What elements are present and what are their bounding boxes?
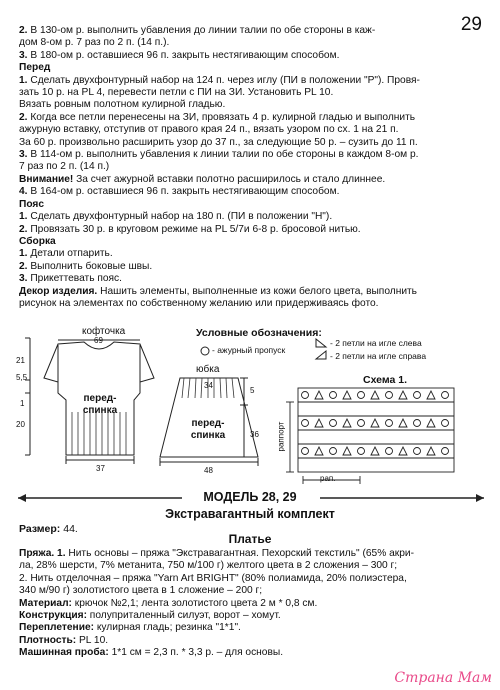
instruction-line: Вязать ровным полотном кулирной гладью. [19,99,226,111]
eyelet-mark [358,448,365,455]
eyelet-mark [358,420,365,427]
decrease-mark [399,447,407,455]
yarn-text [19,548,485,660]
eyelet-mark [386,420,393,427]
eyelet-mark [414,448,421,455]
instruction-line: 1. Детали отпарить. [19,248,113,260]
instruction-line: ажурную вставку, отступив от правого края 24 п., вязать узором по сх. 1 на 21 п. [19,124,399,136]
eyelet-mark [330,392,337,399]
eyelet-mark [330,448,337,455]
instruction-line: Сборка [19,235,56,247]
spec-line: 340 м/90 г) золотистого цвета в 1 сложение – 200 г; [19,585,263,597]
decrease-mark [315,447,323,455]
skirt-top-dim: 34 [204,381,213,390]
decrease-mark [427,391,435,399]
blouse-top-dim: 69 [94,336,103,345]
blouse-dim-55: 5,5 [16,373,28,382]
skirt-bottom-dim: 48 [204,466,213,475]
legend-eyelet: - ажурный пропуск [212,345,286,355]
eyelet-mark [442,392,449,399]
spec-line: Плотность: PL 10. [19,634,109,646]
blouse-bottom-dim: 37 [96,464,105,473]
blouse-ribbing [72,412,126,455]
decrease-mark [399,391,407,399]
spec-line: ла, 28% шерсти, 7% метанита, 750 м/100 г) желтого цвета в 2 сложения – 300 г; [19,560,398,572]
decrease-mark [343,419,351,427]
instruction-line: Внимание! За счет ажурной вставки полотно расширилось и стало длиннее. [19,173,386,185]
instruction-line: 2. Выполнить боковые швы. [19,260,153,272]
eyelet-symbol [201,347,209,355]
size-line: Размер: 44. [19,523,78,535]
scheme-1-symbols [302,391,449,455]
model-subtitle: Экстравагантный комплект [165,507,335,521]
decrease-mark [315,391,323,399]
blouse-part-label: перед-спинка [82,393,118,416]
scheme-title: Схема 1. [363,374,408,386]
legend-right-decrease: - 2 петли на игле справа [330,351,427,361]
legend-title: Условные обозначения: [196,327,322,339]
instruction-line: За 60 р. произвольно расширить узор до 37 п., за следующие 50 р. – сузить до 11 п. [19,136,418,148]
legend-left-decrease: - 2 петли на игле слева [330,338,422,348]
skirt-part-label: перед-спинка [190,418,226,441]
eyelet-mark [442,448,449,455]
rapport-vertical: раппорт [276,421,286,452]
decrease-mark [343,447,351,455]
eyelet-mark [442,420,449,427]
eyelet-mark [302,392,309,399]
watermark-logo: Страна Мам [394,670,492,686]
instruction-line: 1. Сделать двухфонтурный набор на 124 п. через иглу (ПИ в положении "Р"). Провя- [19,74,420,86]
blouse-dim-20: 20 [16,420,25,429]
decrease-mark [371,391,379,399]
eyelet-mark [302,420,309,427]
skirt-dim-36: 36 [250,430,259,439]
spec-line: Пряжа. 1. Нить основы – пряжа "Экстравагантная. Пехорский текстиль" (65% акри- [19,548,414,559]
instruction-line: Пояс [19,198,45,210]
eyelet-mark [330,420,337,427]
blouse-dim-1: 1 [20,399,25,408]
instruction-line: 2. В 130-ом р. выполнить убавления до линии талии по обе стороны в каж- [19,25,376,36]
instruction-line: 2. Когда все петли перенесены на ЗИ, провязать 4 р. кулирной гладью и выполнить [19,111,416,123]
spec-line: 2. Нить отделочная – пряжа "Yarn Art BRIGHT" (80% полиамида, 20% полиэстера, [19,572,407,584]
rapport-horizontal: рап. [320,474,336,483]
decrease-mark [343,391,351,399]
instruction-line: Декор изделия. Нашить элементы, выполненные из кожи белого цвета, выполнить [19,285,417,297]
instruction-line: дом 8-ом р. 7 раз по 2 п. (14 п.). [19,37,170,49]
blouse-dim-21: 21 [16,356,25,365]
model-title: МОДЕЛЬ 28, 29 [203,490,297,504]
page-number: 29 [460,14,482,35]
spec-line: Конструкция: полуприталенный силуэт, ворот – хомут. [19,610,281,622]
instruction-line: рисунок на элементах по собственному желанию или придерживаясь фото. [19,297,379,309]
eyelet-mark [414,392,421,399]
skirt-dim-5: 5 [250,386,255,395]
instruction-line: 1. Сделать двухфонтурный набор на 180 п. (ПИ в положении "Н"). [19,211,333,223]
eyelet-mark [414,420,421,427]
left-decrease-symbol [316,339,326,347]
decrease-mark [315,419,323,427]
blouse-label: кофточка [82,326,126,337]
dress-heading: Платье [228,532,272,546]
spec-line: Машинная проба: 1*1 см = 2,3 п. * 3,3 р. – для основы. [19,647,284,659]
decrease-mark [427,419,435,427]
skirt-label: юбка [196,364,220,375]
decrease-mark [371,419,379,427]
instruction-line: 3. Прикеттевать пояс. [19,273,122,285]
decrease-mark [371,447,379,455]
eyelet-mark [358,392,365,399]
instruction-line: 4. В 164-ом р. оставшиеся 96 п. закрыть нестягивающим способом. [19,186,340,198]
decrease-mark [399,419,407,427]
right-decrease-symbol [316,351,326,359]
instruction-line: 3. В 180-ом р. оставшиеся 96 п. закрыть нестягивающим способом. [19,49,340,61]
instruction-line: 2. Провязать 30 р. в круговом режиме на PL 5/7и 6-8 р. бросовой нитью. [19,223,361,235]
spec-line: Переплетение: кулирная гладь; резинка "1*1". [19,622,241,634]
decrease-mark [427,447,435,455]
instruction-line: Перед [19,62,51,74]
eyelet-mark [302,448,309,455]
scheme-1-chart [286,388,454,484]
instruction-line: 7 раз по 2 п. (14 п.) [19,161,110,173]
eyelet-mark [386,448,393,455]
spec-line: Материал: крючок №2,1; лента золотистого цвета 2 м * 0,8 см. [19,597,318,609]
instruction-line: 3. В 114-ом р. выполнить убавления к линии талии по обе стороны в каждом 8-ом р. [19,149,419,161]
eyelet-mark [386,392,393,399]
instruction-line: зать 10 р. на PL 4, перевести петли с ПИ на ЗИ. Установить PL 10. [19,87,334,99]
